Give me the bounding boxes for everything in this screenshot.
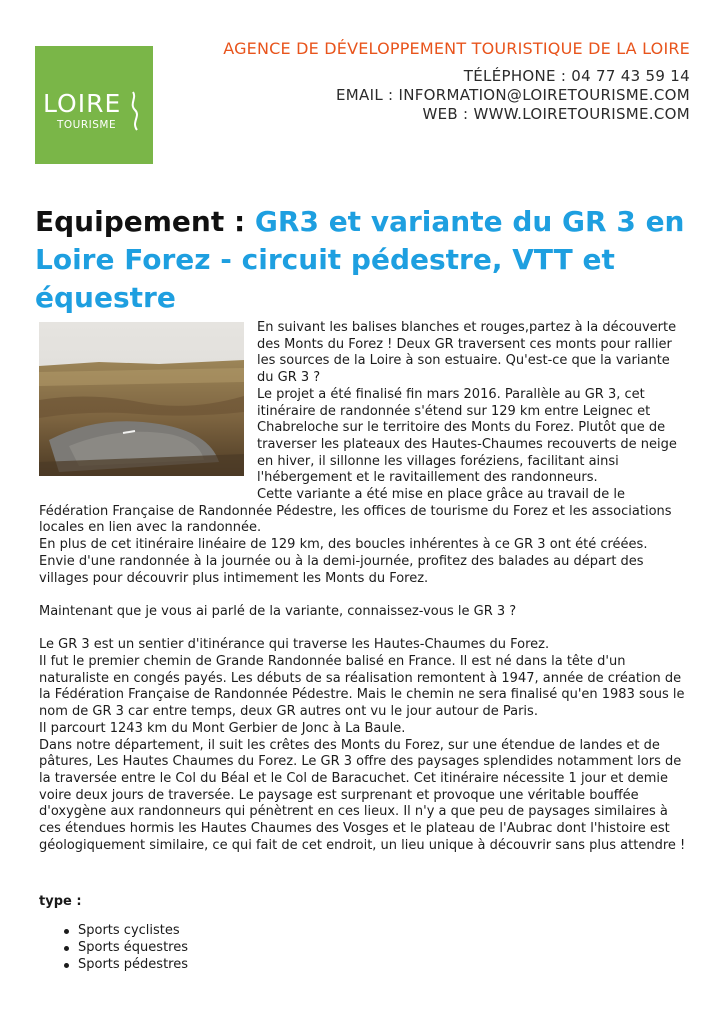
paragraph: Il parcourt 1243 km du Mont Gerbier de Jonc à La Baule. <box>39 720 406 736</box>
logo-graphic <box>35 46 153 164</box>
paragraph: Envie d'une randonnée à la journée ou à la demi-journée, profitez des balades au départ des villages pour découvrir plus intimement les Monts du Forez. <box>39 553 644 586</box>
paragraph: Maintenant que je vous ai parlé de la variante, connaissez-vous le GR 3 ? <box>39 603 517 619</box>
river-icon <box>133 92 137 130</box>
list-item: Sports équestres <box>39 939 188 956</box>
paragraph: Dans notre département, il suit les crêtes des Monts du Forez, sur une étendue de landes et de pâtures, Les Hautes Chaumes du Forez. Le GR 3 offre des paysages splendides notamment lors de la traversée entre le Col du Béal et le Col de Baracuchet. Cet itinéraire nécessite 1 jour et demie voire deux jours de traversée. Le paysage est surprenant et provoque une véritable bouffée d'oxygène aux randonneurs qui pénètrent en ces lieux. Il n'y a que peu de paysages similaires à ces étendues hormis les Hautes Chaumes des Vosges et le plateau de l'Aubrac dont l'histoire est géologiquement similaire, ce qui fait de cet endroit, un lieu unique à découvrir sans plus attendre ! <box>39 737 686 853</box>
logo-line1: LOIRE <box>43 89 122 118</box>
logo-line2: TOURISME <box>57 119 117 131</box>
list-item: Sports cyclistes <box>39 922 188 939</box>
type-list <box>39 922 188 973</box>
paragraph: Le GR 3 est un sentier d'itinérance qui traverse les Hautes-Chaumes du Forez. <box>39 637 550 653</box>
paragraph: En suivant les balises blanches et rouges,partez à la découverte des Monts du Forez ! Deux GR traversent ces monts pour rallier les sources de la Loire à son estuaire. Qu'est-ce que la variante du GR 3 ? <box>257 320 677 386</box>
page-title <box>35 203 695 317</box>
title-prefix: Equipement : <box>35 205 255 238</box>
type-label: type : <box>39 894 82 909</box>
contact-block <box>336 67 690 124</box>
agency-name: AGENCE DE DÉVELOPPEMENT TOURISTIQUE DE LA LOIRE <box>223 39 690 58</box>
loire-tourisme-logo <box>35 46 153 164</box>
article-body <box>39 320 689 854</box>
paragraph: En plus de cet itinéraire linéaire de 129 km, des boucles inhérentes à ce GR 3 ont été créées. <box>39 537 648 553</box>
paragraph: Cette variante a été mise en place grâce au travail de le Fédération Française de Randonnée Pédestre, les offices de tourisme du Forez et les associations locales en lien avec la randonnée. <box>39 487 672 536</box>
paragraph: Il fut le premier chemin de Grande Randonnée balisé en France. Il est né dans la tête d'un naturaliste en congés payés. Les débuts de sa réalisation remontent à 1947, année de création de la Fédération Française de Randonnée Pédestre. Mais le chemin ne sera finalisé qu'en 1983 sous le nom de GR 3 car entre temps, deux GR autres ont vu le jour autour de Paris. <box>39 654 685 720</box>
list-item: Sports pédestres <box>39 956 188 973</box>
title-text: GR3 et variante du GR 3 en Loire Forez - circuit pédestre, VTT et équestre <box>35 205 685 314</box>
email-address: EMAIL : INFORMATION@LOIRETOURISME.COM <box>336 86 690 104</box>
phone-number: TÉLÉPHONE : 04 77 43 59 14 <box>463 67 690 85</box>
website-url: WEB : WWW.LOIRETOURISME.COM <box>422 105 690 123</box>
paragraph: Le projet a été finalisé fin mars 2016. Parallèle au GR 3, cet itinéraire de randonnée s'étend sur 129 km entre Leignec et Chabreloche sur le territoire des Monts du Forez. Plutôt que de traverser les plateaux des Hautes-Chaumes recouverts de neige en hiver, il sillonne les villages foréziens, facilitant ainsi l'hébergement et le ravitaillement des randonneurs. <box>257 386 677 486</box>
